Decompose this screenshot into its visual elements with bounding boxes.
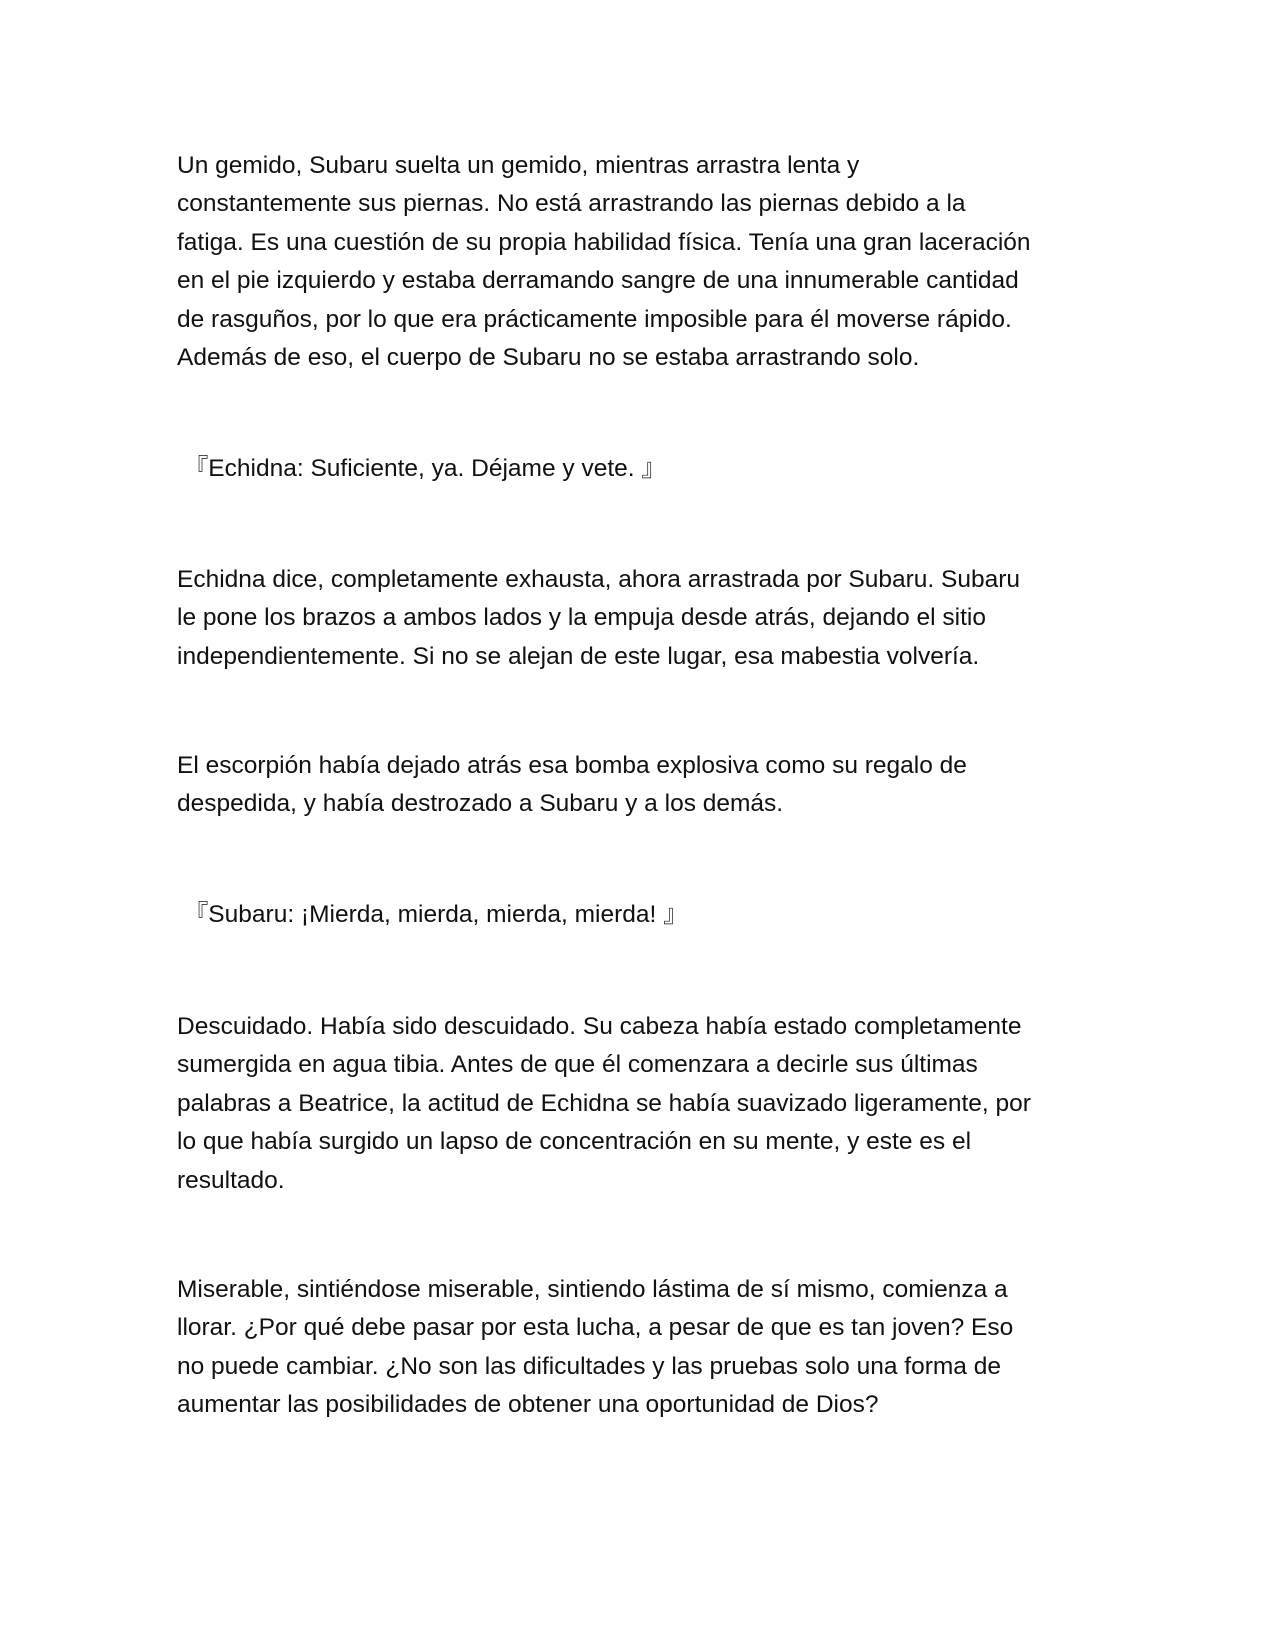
paragraph-narration-5 [177, 1271, 1107, 1425]
text-line: independientemente. Si no se alejan de este lugar, esa mabestia volvería. [177, 642, 980, 670]
dialogue-echidna [177, 450, 1107, 488]
text-line: resultado. [177, 1166, 285, 1194]
text-line: lo que había surgido un lapso de concentración en su mente, y este es el [177, 1128, 972, 1156]
text-line: 『Subaru: ¡Mierda, mierda, mierda, mierda! 』 [177, 901, 688, 928]
text-line: no puede cambiar. ¿No son las dificultades y las pruebas solo una forma de [177, 1352, 1001, 1380]
paragraph-narration-2 [177, 561, 1107, 676]
text-line: palabras a Beatrice, la actitud de Echidna se había suavizado ligeramente, por [177, 1089, 1031, 1117]
text-line: fatiga. Es una cuestión de su propia habilidad física. Tenía una gran laceración [177, 228, 1031, 256]
text-line: llorar. ¿Por qué debe pasar por esta lucha, a pesar de que es tan joven? Eso [177, 1314, 1014, 1342]
text-line: despedida, y había destrozado a Subaru y a los demás. [177, 790, 784, 818]
text-line: El escorpión había dejado atrás esa bomba explosiva como su regalo de [177, 752, 967, 779]
text-line: en el pie izquierdo y estaba derramando sangre de una innumerable cantidad [177, 267, 1019, 295]
paragraph-narration-4 [177, 1008, 1107, 1200]
paragraph-narration-1 [177, 147, 1107, 377]
text-line: aumentar las posibilidades de obtener una oportunidad de Dios? [177, 1391, 879, 1419]
text-line: Un gemido, Subaru suelta un gemido, mientras arrastra lenta y [177, 152, 860, 179]
text-line: Echidna dice, completamente exhausta, ahora arrastrada por Subaru. Subaru [177, 566, 1021, 593]
paragraph-narration-3 [177, 747, 1107, 824]
text-line: Miserable, sintiéndose miserable, sintiendo lástima de sí mismo, comienza a [177, 1276, 1008, 1303]
text-line: sumergida en agua tibia. Antes de que él comenzara a decirle sus últimas [177, 1051, 978, 1079]
text-line: constantemente sus piernas. No está arrastrando las piernas debido a la [177, 190, 966, 218]
text-line: Descuidado. Había sido descuidado. Su cabeza había estado completamente [177, 1013, 1022, 1040]
text-line: 『Echidna: Suficiente, ya. Déjame y vete. 』 [177, 455, 666, 482]
text-line: de rasguños, por lo que era prácticamente imposible para él moverse rápido. [177, 305, 1012, 333]
text-line: le pone los brazos a ambos lados y la empuja desde atrás, dejando el sitio [177, 604, 986, 632]
dialogue-subaru [177, 896, 1107, 934]
text-line: Además de eso, el cuerpo de Subaru no se estaba arrastrando solo. [177, 344, 920, 372]
